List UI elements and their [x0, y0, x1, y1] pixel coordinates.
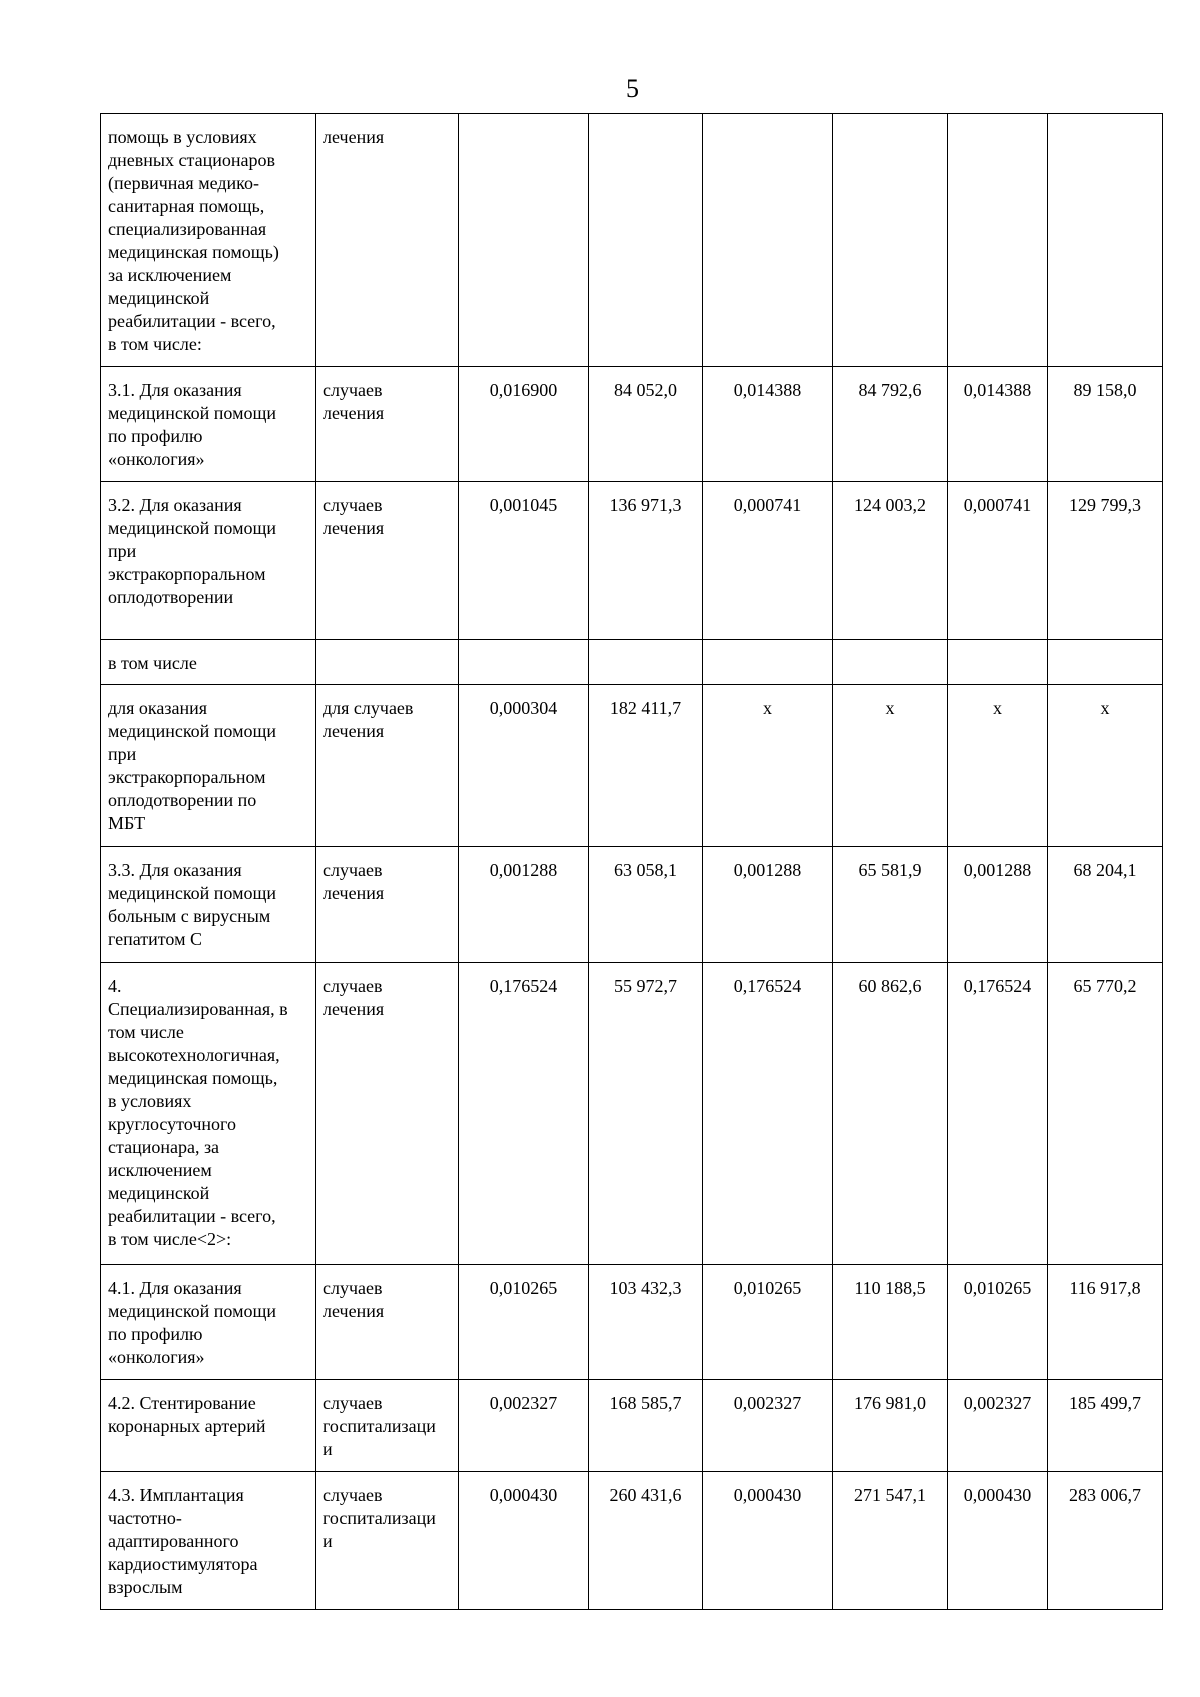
row-name-cell — [101, 482, 316, 640]
unit: случаев госпитализаци и — [323, 1393, 436, 1459]
table-row — [101, 640, 1163, 685]
value-cell: 176 981,0 — [833, 1380, 948, 1472]
value-cell: 0,010265 — [459, 1265, 589, 1380]
value-cell — [948, 640, 1048, 685]
value-cell: 0,016900 — [459, 367, 589, 482]
value-cell: 168 585,7 — [589, 1380, 703, 1472]
table-row — [101, 482, 1163, 640]
unit: лечения — [323, 127, 385, 147]
row-name: 3.2. Для оказания медицинской помощи при экстракорпоральном оплодотворении — [108, 495, 276, 607]
value-cell: 103 432,3 — [589, 1265, 703, 1380]
row-name: для оказания медицинской помощи при экстракорпоральном оплодотворении по МБТ — [108, 698, 276, 833]
value-cell: 260 431,6 — [589, 1472, 703, 1610]
value-cell: 185 499,7 — [1048, 1380, 1163, 1472]
value-cell: 0,010265 — [948, 1265, 1048, 1380]
value-cell: 89 158,0 — [1048, 367, 1163, 482]
row-name-cell — [101, 640, 316, 685]
value-cell: х — [703, 685, 833, 847]
row-name: в том числе — [108, 653, 197, 673]
unit-cell — [316, 847, 459, 963]
value-cell: 65 770,2 — [1048, 963, 1163, 1265]
value-cell: х — [833, 685, 948, 847]
value-cell — [589, 114, 703, 367]
value-cell — [1048, 114, 1163, 367]
row-name: помощь в условиях дневных стационаров (первичная медико- санитарная помощь, специализированная медицинская помощь) за исключением медицинской реабилитации - всего, в том числе: — [108, 127, 279, 354]
value-cell — [703, 640, 833, 685]
value-cell: 0,010265 — [703, 1265, 833, 1380]
row-name-cell — [101, 1472, 316, 1610]
row-name: 4.2. Стентирование коронарных артерий — [108, 1393, 266, 1436]
table-row — [101, 847, 1163, 963]
value-cell: 124 003,2 — [833, 482, 948, 640]
value-cell: 63 058,1 — [589, 847, 703, 963]
value-cell: 0,001288 — [948, 847, 1048, 963]
value-cell: 0,176524 — [948, 963, 1048, 1265]
value-cell: 0,000430 — [459, 1472, 589, 1610]
value-cell: 0,001288 — [703, 847, 833, 963]
value-cell — [833, 640, 948, 685]
row-name-cell — [101, 963, 316, 1265]
unit-cell — [316, 963, 459, 1265]
value-cell: 55 972,7 — [589, 963, 703, 1265]
row-name: 4.3. Имплантация частотно- адаптированного кардиостимулятора взрослым — [108, 1485, 258, 1597]
value-cell: 0,000430 — [948, 1472, 1048, 1610]
value-cell: 182 411,7 — [589, 685, 703, 847]
row-name: 3.1. Для оказания медицинской помощи по профилю «онкология» — [108, 380, 276, 469]
unit-cell — [316, 367, 459, 482]
value-cell: 60 862,6 — [833, 963, 948, 1265]
value-cell: 0,000430 — [703, 1472, 833, 1610]
unit-cell — [316, 1380, 459, 1472]
value-cell: 0,001288 — [459, 847, 589, 963]
value-cell: 116 917,8 — [1048, 1265, 1163, 1380]
value-cell: 0,000741 — [703, 482, 833, 640]
value-cell — [1048, 640, 1163, 685]
row-name: 4. Специализированная, в том числе высокотехнологичная, медицинская помощь, в условиях круглосуточного стационара, за исключением медицинской реабилитации - всего, в том числе<2>: — [108, 976, 288, 1249]
value-cell: 0,002327 — [459, 1380, 589, 1472]
unit: случаев лечения — [323, 495, 385, 538]
value-cell — [589, 640, 703, 685]
unit-cell — [316, 1472, 459, 1610]
unit: для случаев лечения — [323, 698, 414, 741]
row-name-cell — [101, 367, 316, 482]
value-cell: х — [1048, 685, 1163, 847]
value-cell: 110 188,5 — [833, 1265, 948, 1380]
table-row — [101, 1380, 1163, 1472]
unit: случаев лечения — [323, 860, 385, 903]
unit-cell — [316, 114, 459, 367]
value-cell: 0,002327 — [703, 1380, 833, 1472]
table-row — [101, 114, 1163, 367]
value-cell — [948, 114, 1048, 367]
unit: случаев лечения — [323, 1278, 385, 1321]
table-row — [101, 1472, 1163, 1610]
value-cell — [459, 114, 589, 367]
table-row — [101, 1265, 1163, 1380]
unit: случаев лечения — [323, 380, 385, 423]
unit-cell — [316, 1265, 459, 1380]
value-cell: 129 799,3 — [1048, 482, 1163, 640]
value-cell: 0,176524 — [459, 963, 589, 1265]
value-cell: 0,176524 — [703, 963, 833, 1265]
value-cell: 0,014388 — [948, 367, 1048, 482]
table-row — [101, 685, 1163, 847]
row-name-cell — [101, 1380, 316, 1472]
row-name-cell — [101, 1265, 316, 1380]
value-cell: 271 547,1 — [833, 1472, 948, 1610]
row-name: 4.1. Для оказания медицинской помощи по профилю «онкология» — [108, 1278, 276, 1367]
value-cell — [459, 640, 589, 685]
value-cell: 0,014388 — [703, 367, 833, 482]
unit: случаев госпитализаци и — [323, 1485, 436, 1551]
value-cell — [703, 114, 833, 367]
value-cell: 65 581,9 — [833, 847, 948, 963]
value-cell: х — [948, 685, 1048, 847]
value-cell: 136 971,3 — [589, 482, 703, 640]
value-cell: 0,002327 — [948, 1380, 1048, 1472]
table-row — [101, 963, 1163, 1265]
row-name-cell — [101, 847, 316, 963]
norms-table — [100, 113, 1163, 1610]
value-cell — [833, 114, 948, 367]
row-name: 3.3. Для оказания медицинской помощи больным с вирусным гепатитом С — [108, 860, 276, 949]
page-number: 5 — [626, 74, 639, 103]
value-cell: 68 204,1 — [1048, 847, 1163, 963]
row-name-cell — [101, 114, 316, 367]
value-cell: 84 792,6 — [833, 367, 948, 482]
value-cell: 0,000741 — [948, 482, 1048, 640]
unit-cell — [316, 685, 459, 847]
row-name-cell — [101, 685, 316, 847]
unit: случаев лечения — [323, 976, 385, 1019]
unit-cell — [316, 482, 459, 640]
value-cell: 283 006,7 — [1048, 1472, 1163, 1610]
table-row — [101, 367, 1163, 482]
value-cell: 0,001045 — [459, 482, 589, 640]
unit-cell — [316, 640, 459, 685]
value-cell: 0,000304 — [459, 685, 589, 847]
value-cell: 84 052,0 — [589, 367, 703, 482]
